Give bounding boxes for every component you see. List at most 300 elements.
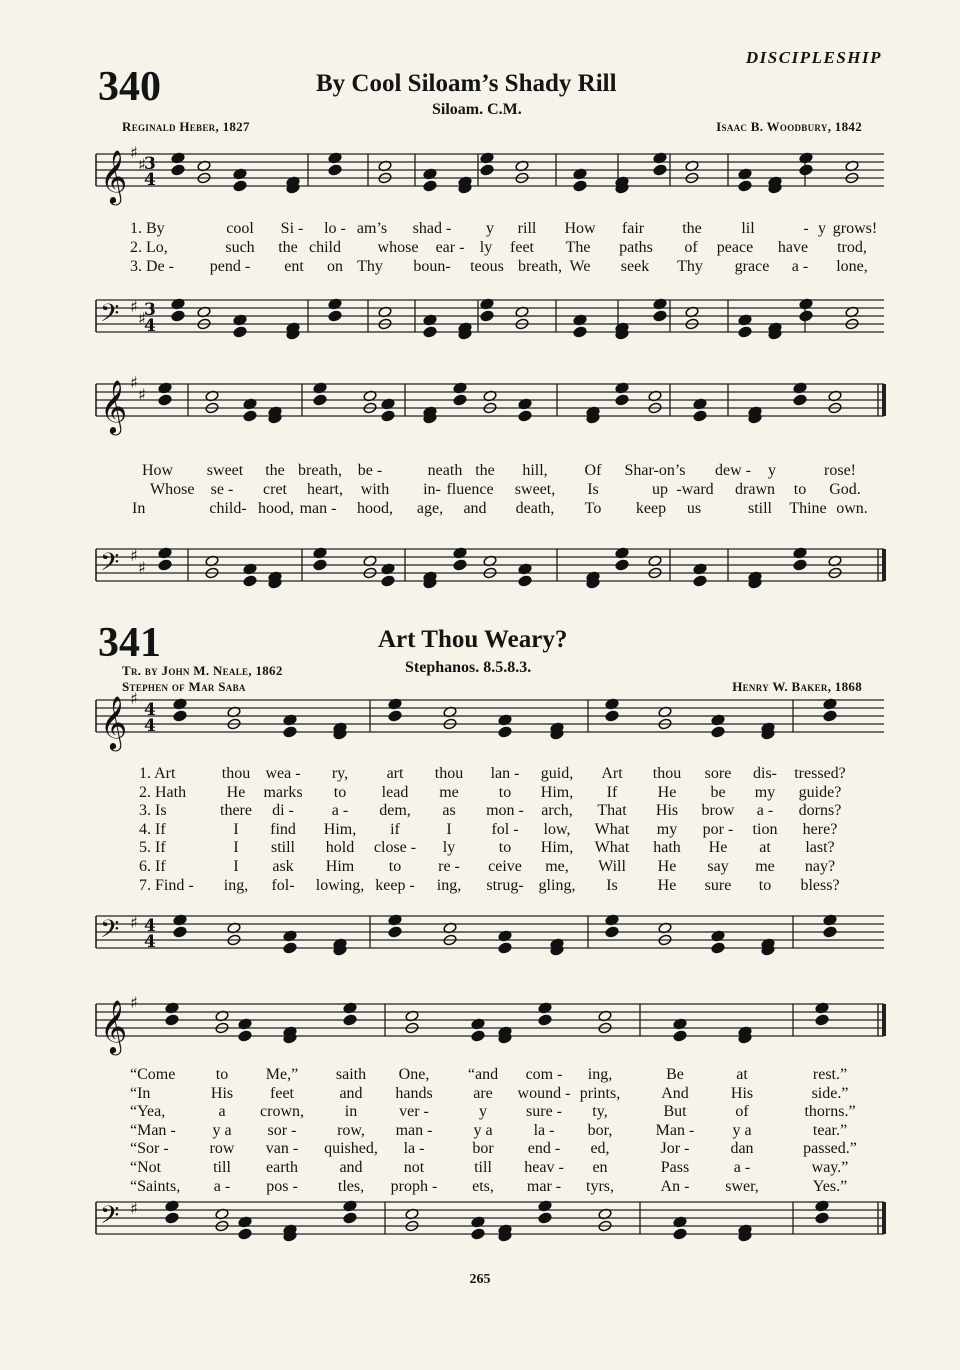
lyric-syllable: sure - [526, 1103, 562, 1121]
note-head [343, 1014, 357, 1026]
lyric-syllable: I [233, 858, 239, 875]
sharp-icon: ♯ [130, 143, 138, 162]
sharp-icon: ♯ [130, 913, 138, 932]
lyric-syllable: 2. Hath [139, 783, 187, 801]
lyric-syllable: se - [210, 481, 234, 498]
note-head [573, 180, 587, 192]
lyric-syllable: still [747, 500, 773, 517]
lyric-syllable: to [333, 783, 347, 801]
lyric-syllable: ing, [436, 876, 462, 894]
lyric-syllable: To [584, 500, 602, 517]
lyric-syllable: “Man - [130, 1121, 176, 1139]
lyric-syllable: di - [272, 802, 294, 820]
lyric-syllable: y [486, 220, 494, 237]
lyric-syllable: to [388, 858, 402, 875]
note-head [283, 942, 297, 954]
treble-clef-icon: 𝄞 [100, 695, 128, 749]
note-head [171, 310, 185, 322]
composer-name: Henry W. Baker, 1868 [732, 679, 862, 694]
lyric-syllable: Yes.” [812, 1177, 848, 1195]
lyric-syllable: age, [416, 500, 444, 517]
page-number: 265 [469, 1272, 491, 1287]
lyric-syllable: Thy [357, 258, 383, 275]
note-head [423, 326, 437, 338]
lyric-syllable: to [498, 839, 512, 857]
lyric-syllable: teous [470, 258, 504, 275]
lyric-syllable: of [684, 239, 698, 256]
lyric-syllable: to [793, 481, 807, 498]
lyric-syllable: child- [209, 500, 247, 517]
note-head [388, 710, 402, 722]
note-head [711, 726, 725, 738]
lyric-syllable: paths [619, 239, 653, 256]
lyric-syllable: Art [601, 765, 623, 782]
note-head [238, 1228, 252, 1240]
lyric-syllable: hill, [522, 462, 548, 479]
lyric-syllable: com - [525, 1066, 563, 1083]
lyric-syllable: ly [442, 839, 456, 857]
lyric-syllable: Is [587, 481, 599, 498]
lyric-syllable: Of [584, 462, 602, 479]
lyric-syllable: way.” [811, 1159, 849, 1176]
lyric-syllable: heart, [307, 481, 343, 498]
lyric-syllable: at [736, 1066, 748, 1083]
lyric-syllable: “Saints, [130, 1177, 181, 1195]
lyric-syllable: His [655, 802, 679, 820]
lyric-syllable: ent [284, 258, 304, 275]
note-head [711, 942, 725, 954]
lyric-syllable: van - [265, 1140, 299, 1158]
sharp-icon: ♯ [130, 546, 138, 565]
lyric-syllable: An - [660, 1177, 690, 1195]
lyric-syllable: 5. If [139, 839, 166, 857]
note-head [453, 559, 467, 571]
lyric-syllable: bor [472, 1140, 494, 1158]
lyric-syllable: guide? [798, 783, 842, 801]
lyric-syllable: y [479, 1103, 487, 1121]
lyric-syllable: Will [598, 858, 626, 875]
note-head [815, 1212, 829, 1224]
lyric-syllable: with [360, 481, 390, 498]
lyric-syllable: Him, [540, 783, 574, 801]
note-head [423, 180, 437, 192]
lyric-syllable: dis- [753, 765, 777, 782]
lyric-syllable: have [777, 239, 809, 256]
lyric-syllable: ing, [587, 1066, 613, 1083]
lyric-syllable: still [270, 839, 296, 857]
lyric-syllable: a - [791, 258, 809, 275]
note-head [823, 710, 837, 722]
lyric-syllable: “and [467, 1066, 499, 1083]
lyric-syllable: “In [130, 1084, 151, 1102]
note-head [238, 1030, 252, 1042]
time-signature: 3 [144, 300, 156, 320]
lyric-syllable: Him, [323, 820, 357, 838]
lyric-syllable: proph - [390, 1177, 438, 1195]
section-heading: DISCIPLESHIP [745, 48, 882, 67]
lyric-syllable: in [344, 1103, 358, 1121]
lyric-syllable: a - [213, 1177, 231, 1195]
lyric-syllable: there [220, 802, 252, 820]
lyric-syllable: The [565, 239, 591, 256]
note-head [243, 410, 257, 422]
lyric-syllable: us [686, 500, 702, 517]
lyric-syllable: sweet [206, 462, 244, 479]
lyric-syllable: fol- [271, 876, 295, 894]
note-head [171, 164, 185, 176]
time-signature: 4 [144, 170, 156, 190]
lyric-syllable: crown, [260, 1103, 304, 1121]
lyric-syllable: a - [733, 1159, 751, 1176]
lyric-syllable: Me,” [265, 1066, 299, 1083]
lyric-syllable: wea - [265, 765, 301, 782]
lyric-syllable: la - [403, 1140, 425, 1158]
time-signature: 3 [144, 154, 156, 174]
lyric-syllable: row [209, 1140, 235, 1158]
lyric-syllable: gling, [538, 876, 576, 894]
hymn-title: Art Thou Weary? [378, 626, 568, 653]
note-head [313, 559, 327, 571]
hymn-number: 341 [98, 620, 161, 666]
note-head [233, 326, 247, 338]
lyric-syllable: passed.” [803, 1140, 857, 1158]
note-head [173, 926, 187, 938]
note-head [799, 310, 813, 322]
sharp-icon: ♯ [138, 558, 146, 577]
lyric-syllable: But [663, 1103, 687, 1121]
lyric-syllable: a - [331, 802, 349, 820]
lyric-syllable: ing, [223, 876, 249, 894]
lyric-syllable: I [233, 839, 239, 857]
note-head [233, 180, 247, 192]
lyric-syllable: ceive [488, 858, 522, 875]
tune-name: Siloam. C.M. [432, 101, 522, 118]
note-head [653, 164, 667, 176]
lyric-syllable: dem, [379, 802, 411, 820]
lyric-syllable: to [758, 876, 772, 894]
lyric-syllable: such [225, 239, 255, 256]
lyric-syllable: man - [395, 1121, 433, 1139]
lyric-syllable: of [735, 1103, 749, 1121]
note-head [480, 164, 494, 176]
note-head [738, 180, 752, 192]
time-signature: 4 [144, 916, 156, 936]
time-signature: 4 [144, 316, 156, 336]
lyric-syllable: 1. Art [139, 765, 176, 782]
lyric-syllable: pend - [209, 258, 251, 275]
translator-name: Tr. by John M. Neale, 1862 [122, 663, 283, 678]
lyric-syllable: grace [734, 258, 770, 275]
lyric-syllable: That [597, 802, 627, 820]
note-head [283, 726, 297, 738]
lyric-syllable: 1. By [130, 220, 165, 237]
lyric-syllable: sore [704, 765, 732, 782]
lyric-syllable: death, [515, 500, 555, 517]
lyric-syllable: to [215, 1066, 229, 1083]
lyric-syllable: How [564, 220, 596, 237]
lyric-syllable: feet [510, 239, 534, 256]
lyric-syllable: prints, [579, 1084, 621, 1102]
lyric-syllable: marks [263, 783, 303, 801]
lyric-syllable: lil [741, 220, 755, 237]
note-head [673, 1030, 687, 1042]
note-head [313, 394, 327, 406]
lyric-syllable: bor, [587, 1121, 613, 1139]
lyric-syllable: brow [701, 802, 735, 820]
lyric-syllable: ear - [435, 239, 465, 256]
lyric-syllable: 3. De - [130, 258, 174, 275]
note-head [388, 926, 402, 938]
note-head [343, 1212, 357, 1224]
lyric-syllable: me, [545, 858, 569, 875]
lyric-syllable: lan - [490, 765, 520, 782]
time-signature: 4 [144, 716, 156, 736]
lyric-syllable: are [473, 1084, 493, 1102]
lyric-syllable: What [594, 839, 630, 857]
lyric-syllable: the [682, 220, 702, 237]
lyric-syllable: tion [752, 820, 778, 838]
lyric-syllable: How [142, 462, 174, 479]
lyric-syllable: ry, [331, 765, 349, 782]
lyric-syllable: rose! [824, 462, 856, 479]
lyric-syllable: fair [621, 220, 645, 237]
note-head [518, 575, 532, 587]
note-head [381, 410, 395, 422]
lyric-syllable: I [446, 820, 452, 838]
lyric-syllable: Shar-on’s [624, 462, 686, 479]
note-head [158, 394, 172, 406]
treble-clef-icon: 𝄞 [100, 379, 128, 433]
hymn-number: 340 [98, 64, 161, 110]
lyric-syllable: cool [226, 220, 254, 237]
note-head [605, 926, 619, 938]
sharp-icon: ♯ [130, 297, 138, 316]
lyric-syllable: wound - [517, 1084, 571, 1102]
lyric-syllable: dorns? [798, 802, 842, 820]
lyric-syllable: tles, [337, 1177, 365, 1195]
lyric-syllable: breath, [518, 258, 562, 275]
lyric-syllable: thou [652, 765, 682, 782]
lyric-syllable: thou [434, 765, 464, 782]
note-head [471, 1030, 485, 1042]
lyric-syllable: If [606, 783, 618, 801]
note-head [793, 394, 807, 406]
author-name: Reginald Heber, 1827 [122, 119, 250, 134]
lyric-syllable: en [592, 1159, 608, 1176]
lyric-syllable: be [710, 783, 726, 801]
lyric-syllable: heav - [524, 1159, 564, 1176]
lyric-syllable: cret [263, 481, 287, 498]
lyric-syllable: seek [620, 258, 650, 275]
lyric-syllable: hood, [357, 500, 393, 517]
lyric-syllable: sweet, [514, 481, 556, 498]
lyric-syllable: 3. Is [139, 802, 167, 820]
lyric-syllable: drawn [735, 481, 775, 498]
lyric-syllable: y a [212, 1121, 232, 1139]
lyric-syllable: bless? [800, 876, 840, 894]
lyric-syllable: Si - [280, 220, 304, 237]
sharp-icon: ♯ [138, 309, 146, 328]
time-signature: 4 [144, 932, 156, 952]
lyric-syllable: y a [473, 1121, 493, 1139]
lyric-syllable: a [218, 1103, 226, 1121]
lyric-syllable: In [132, 500, 146, 517]
lyric-syllable: and [463, 500, 487, 517]
lyric-syllable: thou [221, 765, 251, 782]
lyric-syllable: end - [527, 1140, 561, 1158]
lyric-syllable: He [657, 876, 677, 894]
lyric-syllable: re - [438, 858, 460, 875]
note-head [471, 1228, 485, 1240]
lyric-syllable: say [707, 858, 729, 875]
note-head [615, 559, 629, 571]
lyric-syllable: por - [702, 820, 734, 838]
lyric-syllable: lo - [324, 220, 346, 237]
sharp-icon: ♯ [130, 689, 138, 708]
lyric-syllable: One, [398, 1066, 430, 1083]
lyric-syllable: guid, [540, 765, 574, 782]
lyric-syllable: tyrs, [586, 1177, 614, 1195]
lyric-syllable: arch, [541, 802, 573, 820]
note-head [480, 310, 494, 322]
lyric-syllable: rest.” [812, 1066, 848, 1083]
lyric-syllable: God. [829, 481, 861, 498]
sharp-icon: ♯ [130, 1199, 138, 1218]
lyric-syllable: swer, [725, 1177, 759, 1195]
lyric-syllable: mon - [486, 802, 524, 820]
lyric-syllable: hands [395, 1084, 433, 1102]
sharp-icon: ♯ [130, 993, 138, 1012]
lyric-syllable: feet [270, 1084, 294, 1102]
lyric-syllable: fol - [491, 820, 519, 838]
note-head [538, 1014, 552, 1026]
lyric-syllable: hath [653, 839, 681, 857]
lyric-syllable: What [594, 820, 630, 838]
note-head [823, 926, 837, 938]
lyric-syllable: me [755, 858, 775, 875]
tune-name: Stephanos. 8.5.8.3. [405, 659, 532, 676]
lyric-syllable: to [498, 783, 512, 801]
treble-clef-icon: 𝄞 [100, 149, 128, 203]
bass-clef-icon: 𝄢 [100, 915, 120, 950]
lyric-syllable: be - [357, 462, 383, 479]
note-head [173, 710, 187, 722]
note-head [243, 575, 257, 587]
bass-clef-icon: 𝄢 [100, 1201, 120, 1236]
lyric-syllable: He [226, 783, 246, 801]
lyric-syllable: trod, [837, 239, 867, 256]
lyric-syllable: y a [732, 1121, 752, 1139]
lyric-syllable: Jor - [660, 1140, 690, 1158]
lyric-syllable: thorns.” [804, 1103, 856, 1121]
lyric-syllable: ets, [472, 1177, 494, 1195]
lyric-syllable: shad - [412, 220, 452, 237]
lyric-syllable: Thine [789, 500, 827, 517]
note-head [498, 726, 512, 738]
lyric-syllable: find [270, 820, 296, 838]
composer-name: Isaac B. Woodbury, 1842 [716, 119, 862, 134]
lyric-syllable: at [759, 839, 771, 857]
lyric-syllable: own. [836, 500, 868, 517]
note-head [165, 1212, 179, 1224]
lyric-syllable: a - [756, 802, 774, 820]
lyric-syllable: Whose [150, 481, 195, 498]
lyric-syllable: peace [716, 239, 754, 256]
lyric-syllable: and [339, 1159, 363, 1176]
note-head [605, 710, 619, 722]
lyric-syllable: -ward [676, 481, 714, 498]
treble-clef-icon: 𝄞 [100, 999, 128, 1053]
bass-clef-icon: 𝄢 [100, 548, 120, 583]
lyric-syllable: Be [666, 1066, 684, 1083]
lyric-syllable: ver - [399, 1103, 429, 1121]
note-head [673, 1228, 687, 1240]
lyric-syllable: He [657, 858, 677, 875]
note-head [693, 575, 707, 587]
lyric-syllable: child [309, 239, 341, 256]
lyric-syllable: Him, [540, 839, 574, 857]
lyric-syllable: last? [805, 839, 835, 857]
note-head [799, 164, 813, 176]
lyric-syllable: the [475, 462, 495, 479]
lyric-syllable: rill [517, 220, 537, 237]
lyric-syllable: ask [272, 858, 294, 875]
lyric-syllable: hold [325, 839, 355, 857]
lyric-syllable: Man - [655, 1121, 695, 1139]
note-head [158, 559, 172, 571]
hymn-title: By Cool Siloam’s Shady Rill [316, 70, 617, 97]
note-head [498, 942, 512, 954]
lyric-syllable: the [265, 462, 285, 479]
lyric-syllable: art [386, 765, 404, 782]
lyric-syllable: Is [606, 876, 618, 894]
note-head [693, 410, 707, 422]
lyric-syllable: grows! [832, 220, 878, 237]
note-head [815, 1014, 829, 1026]
lyric-syllable: quished, [324, 1140, 378, 1158]
author-name: Stephen of Mar Saba [122, 679, 246, 694]
lyric-syllable: hood, [258, 500, 294, 517]
lyric-syllable: I [233, 820, 239, 838]
lyric-syllable: keep - [375, 876, 415, 894]
note-head [738, 326, 752, 338]
note-head [453, 394, 467, 406]
lyric-syllable: Pass [660, 1159, 690, 1176]
lyric-syllable: And [661, 1084, 689, 1102]
lyric-syllable: my [754, 783, 776, 801]
lyric-syllable: 7. Find - [139, 876, 194, 894]
lyric-syllable: not [403, 1159, 425, 1176]
lyric-syllable: whose [377, 239, 419, 256]
lyric-syllable: ty, [592, 1103, 608, 1121]
lyric-syllable: on [327, 258, 343, 275]
lyric-syllable: mar - [526, 1177, 562, 1195]
lyric-syllable: We [569, 258, 591, 275]
note-head [328, 310, 342, 322]
lyric-syllable: keep [635, 500, 667, 517]
lyric-syllable: 6. If [139, 858, 166, 875]
lyric-syllable: here? [802, 820, 838, 838]
lyric-syllable: low, [543, 820, 571, 838]
lyric-syllable: side.” [811, 1084, 849, 1102]
lyric-syllable: “Sor - [130, 1140, 169, 1158]
note-head [328, 164, 342, 176]
note-head [793, 559, 807, 571]
lyric-syllable: dan [730, 1140, 754, 1158]
lyric-syllable: fluence [446, 481, 494, 498]
lyric-syllable: the [278, 239, 298, 256]
lyric-syllable: and [339, 1084, 363, 1102]
